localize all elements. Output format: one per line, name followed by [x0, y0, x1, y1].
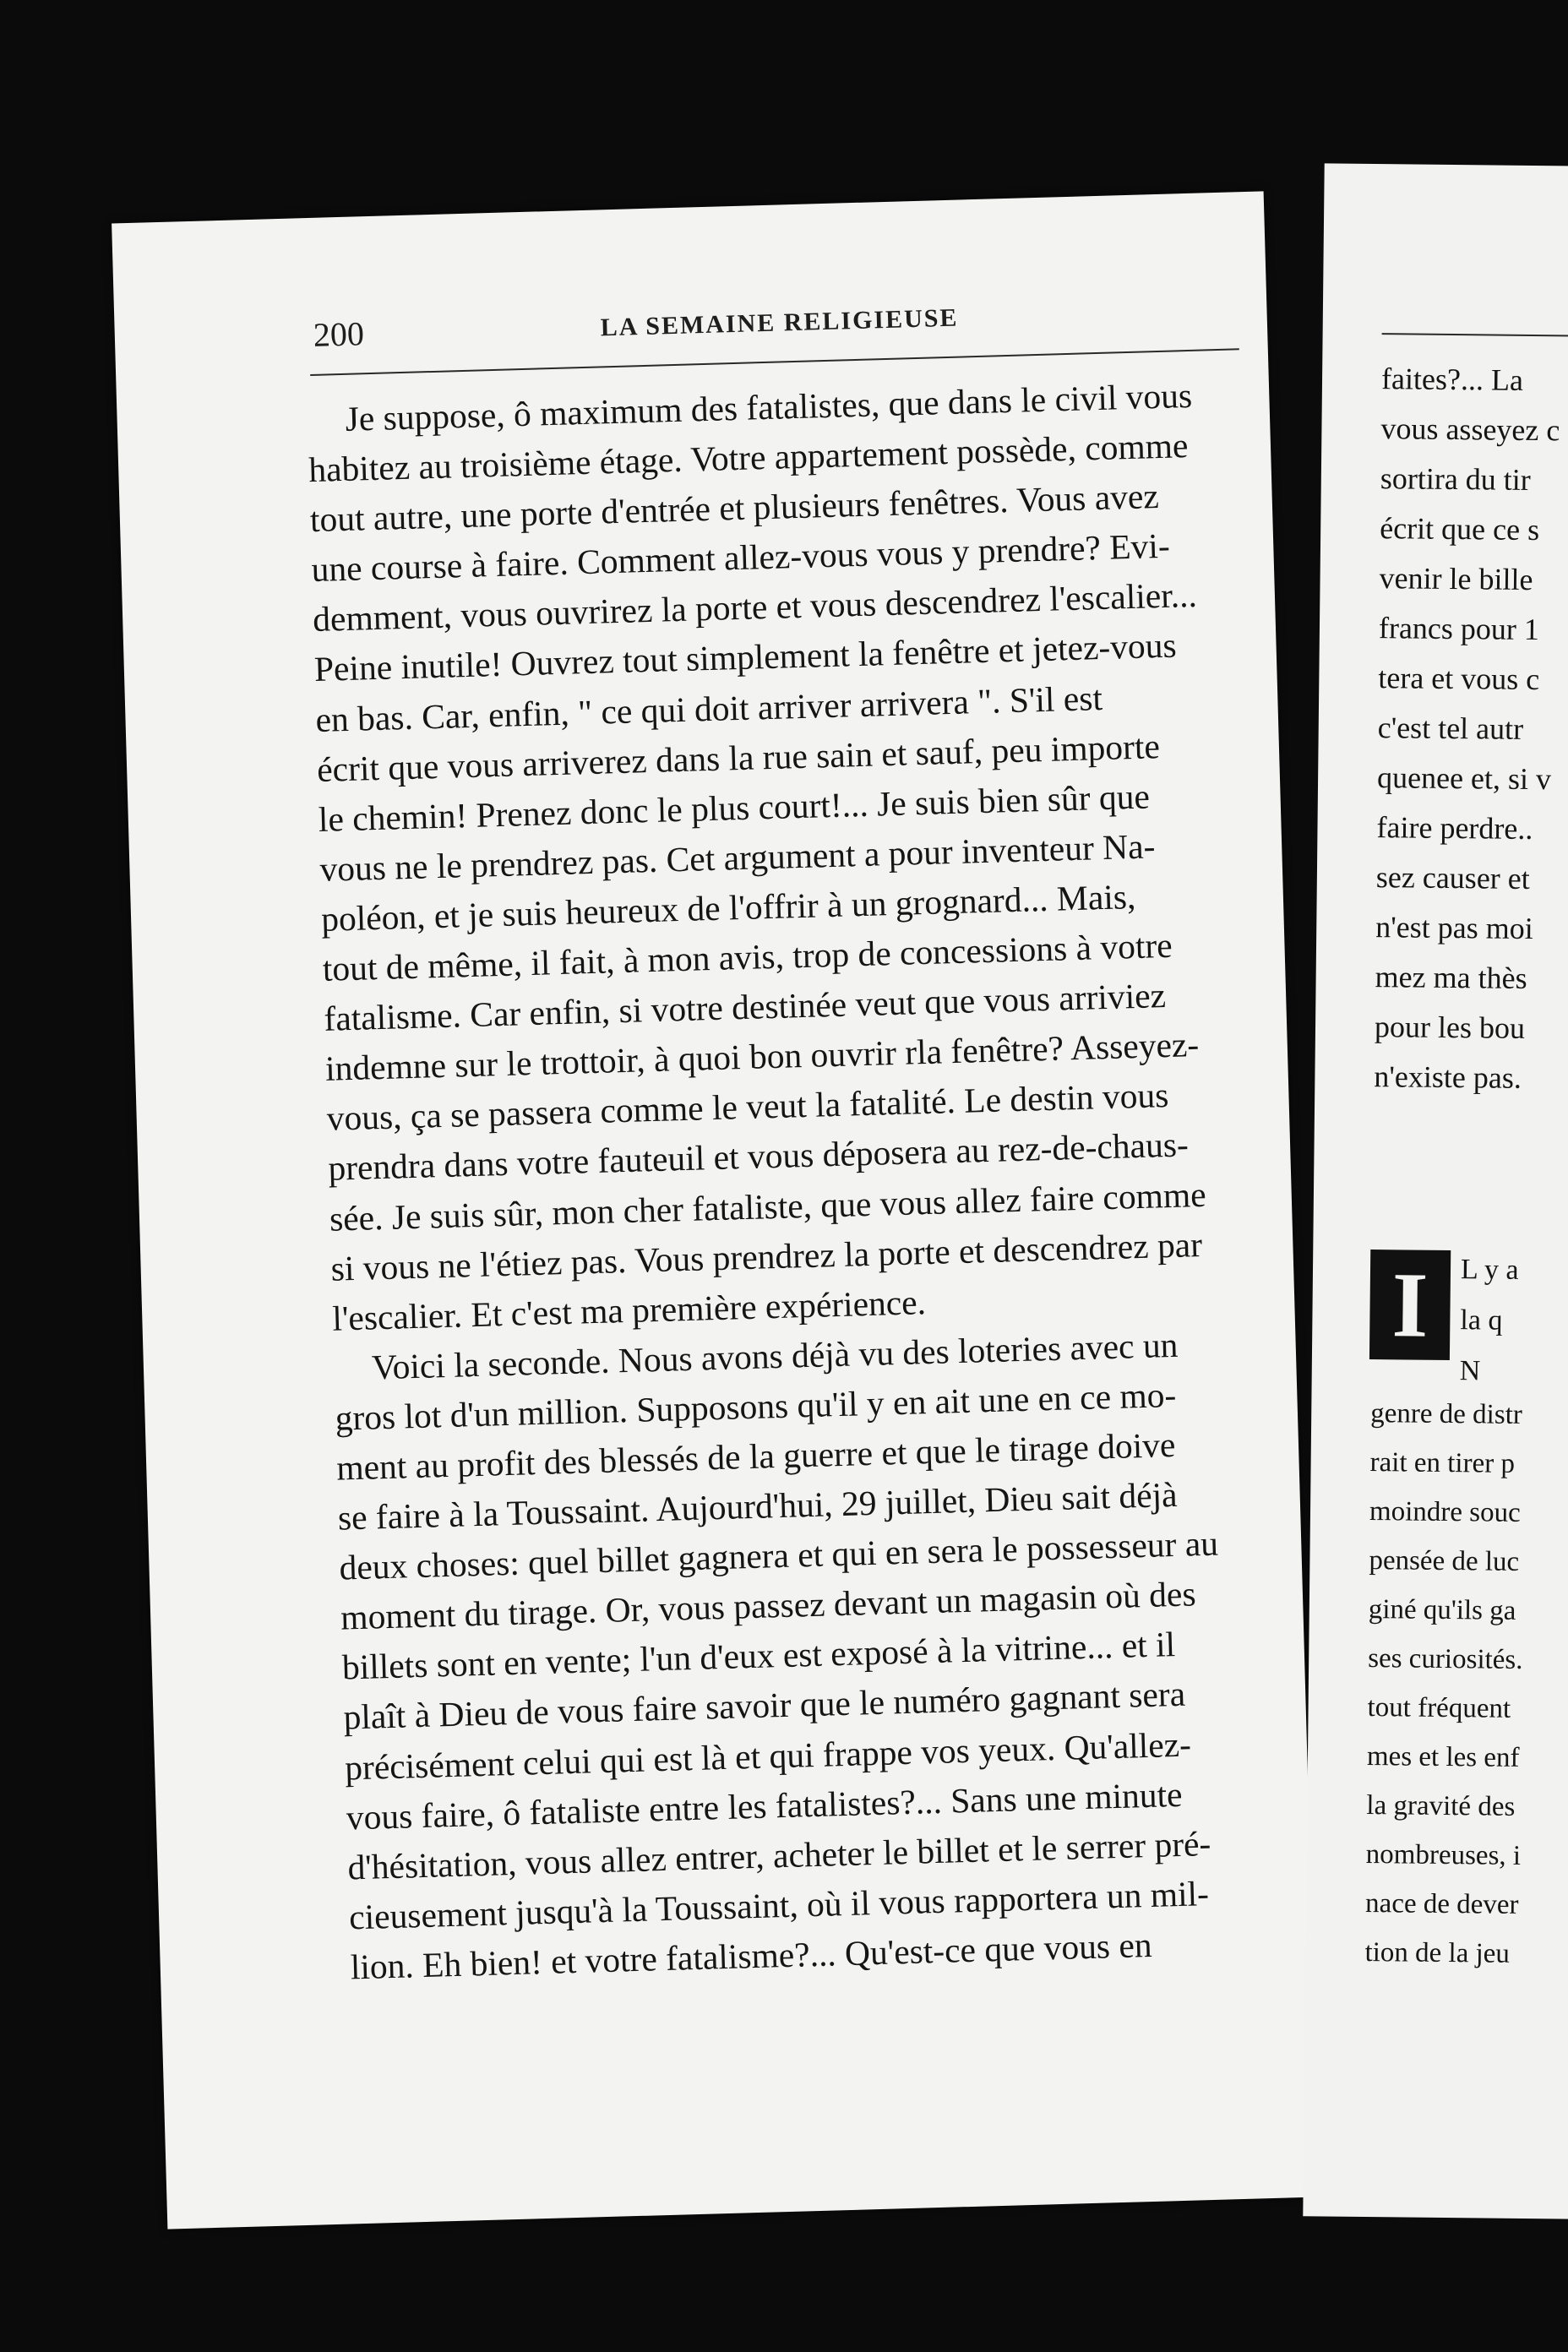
- page-header: [313, 288, 1268, 366]
- text-line: l'escalier. Et c'est ma première expérience.: [331, 1282, 927, 1338]
- text-line: en bas. Car, enfin, " ce qui doit arriver arrivera ". S'il est: [314, 678, 1103, 739]
- body-text: [307, 369, 1288, 1992]
- text-line: vous faire, ô fataliste entre les fatalistes?... Sans une minute: [346, 1774, 1184, 1838]
- text-line: gros lot d'un million. Supposons qu'il y en ait une en ce mo-: [335, 1375, 1177, 1438]
- text-line: sée. Je suis sûr, mon cher fataliste, que vous allez faire comme: [329, 1174, 1207, 1239]
- text-line: sez causer et: [1375, 860, 1530, 896]
- text-line: indemne sur le trottoir, à quoi bon ouvrir rla fenêtre? Asseyez-: [324, 1025, 1200, 1089]
- right-header-rule: [1382, 333, 1568, 337]
- text-line: genre de distr: [1370, 1398, 1523, 1430]
- text-line: ses curiosités.: [1368, 1643, 1523, 1675]
- text-line: deux choses: quel billet gagnera et qui en sera le possesseur au: [339, 1523, 1219, 1587]
- text-line: plaît à Dieu de vous faire savoir que le numéro gagnant sera: [342, 1674, 1186, 1737]
- text-line: la q: [1460, 1304, 1503, 1337]
- text-line: Je suppose, ô maximum des fatalistes, que dans le civil vous: [345, 375, 1193, 438]
- text-line: vous asseyez c: [1380, 411, 1560, 448]
- text-line: habitez au troisième étage. Votre appartement possède, comme: [308, 426, 1189, 490]
- text-line: fatalisme. Car enfin, si votre destinée veut que vous arriviez: [323, 976, 1167, 1038]
- text-line: écrit que vous arriverez dans la rue sain et sauf, peu importe: [316, 726, 1161, 789]
- text-line: nace de dever: [1364, 1888, 1519, 1920]
- text-line: demment, vous ouvrirez la porte et vous descendrez l'escalier...: [312, 575, 1198, 640]
- text-line: mez ma thès: [1375, 960, 1527, 995]
- text-line: mes et les enf: [1366, 1741, 1520, 1773]
- right-page: [1303, 163, 1568, 2219]
- text-line: écrit que ce s: [1380, 511, 1540, 547]
- text-line: ment au profit des blessés de la guerre et que le tirage doive: [335, 1424, 1176, 1488]
- text-line: vous, ça se passera comme le veut la fatalité. Le destin vous: [326, 1075, 1169, 1139]
- text-line: d'hésitation, vous allez entrer, acheter le billet et le serrer pré-: [346, 1823, 1211, 1887]
- text-line: billets sont en vente; l'un d'eux est exposé à la vitrine... et il: [341, 1625, 1176, 1687]
- text-line: pour les bou: [1374, 1010, 1526, 1045]
- text-line: se faire à la Toussaint. Aujourd'hui, 29 juillet, Dieu sait déjà: [337, 1474, 1179, 1538]
- right-text-beside-dropcap: [1459, 1244, 1568, 1398]
- text-line: tera et vous c: [1378, 661, 1540, 697]
- text-line: moindre souc: [1369, 1496, 1521, 1528]
- text-line: rait en tirer p: [1369, 1447, 1516, 1479]
- text-line: c'est tel autr: [1377, 710, 1524, 746]
- text-line: le chemin! Prenez donc le plus court!... Je suis bien sûr que: [318, 776, 1151, 839]
- text-line: moment du tirage. Or, vous passez devant un magasin où des: [340, 1574, 1197, 1637]
- text-line: précisément celui qui est là et qui frappe vos yeux. Qu'allez-: [344, 1724, 1192, 1788]
- text-line: nombreuses, i: [1365, 1839, 1522, 1871]
- text-line: L y a: [1460, 1254, 1519, 1286]
- running-head: LA SEMAINE RELIGIEUSE: [600, 303, 959, 342]
- text-line: poléon, et je suis heureux de l'offrir à un grognard... Mais,: [320, 876, 1136, 939]
- right-body-text-bottom: [1364, 1389, 1568, 1979]
- right-body-text-top: [1374, 354, 1568, 1104]
- text-line: francs pour 1: [1378, 611, 1540, 647]
- text-line: prendra dans votre fauteuil et vous déposera au rez-de-chaus-: [327, 1124, 1190, 1189]
- text-line: pensée de luc: [1369, 1545, 1520, 1577]
- text-line: venir le bille: [1379, 561, 1533, 597]
- text-line: sortira du tir: [1380, 461, 1532, 497]
- text-line: n'est pas moi: [1375, 910, 1533, 946]
- text-line: n'existe pas.: [1374, 1059, 1522, 1095]
- text-line: faire perdre..: [1376, 810, 1533, 847]
- bleed-through-text: [276, 2148, 1122, 2205]
- text-line: cieusement jusqu'à la Toussaint, où il vous rapportera un mil-: [348, 1873, 1210, 1937]
- left-page: [112, 191, 1320, 2229]
- text-line: quenee et, si v: [1376, 760, 1552, 797]
- text-line: lion. Eh bien! et votre fatalisme?... Qu'est-ce que vous en: [350, 1925, 1153, 1987]
- text-line: tion de la jeu: [1364, 1937, 1511, 1969]
- text-line: faites?... La: [1380, 362, 1524, 397]
- drop-cap: I: [1369, 1250, 1451, 1360]
- text-line: Peine inutile! Ouvrez tout simplement la fenêtre et jetez-vous: [313, 625, 1178, 689]
- text-line: giné qu'ils ga: [1368, 1594, 1516, 1626]
- text-line: tout autre, une porte d'entrée et plusieurs fenêtres. Vous avez: [309, 476, 1160, 540]
- text-line: tout fréquent: [1367, 1692, 1511, 1724]
- text-line: si vous ne l'étiez pas. Vous prendrez la porte et descendrez par: [330, 1224, 1203, 1288]
- text-line: une course à faire. Comment allez-vous vous y prendre? Evi-: [311, 525, 1171, 590]
- text-line: la gravité des: [1366, 1790, 1516, 1822]
- text-line: vous ne le prendrez pas. Cet argument a pour inventeur Na-: [318, 826, 1156, 889]
- text-line: tout de même, il fait, à mon avis, trop de concessions à votre: [322, 925, 1173, 988]
- page-number: 200: [313, 314, 365, 354]
- text-line: N: [1459, 1355, 1481, 1387]
- text-line: Voici la seconde. Nous avons déjà vu des loteries avec un: [371, 1325, 1179, 1387]
